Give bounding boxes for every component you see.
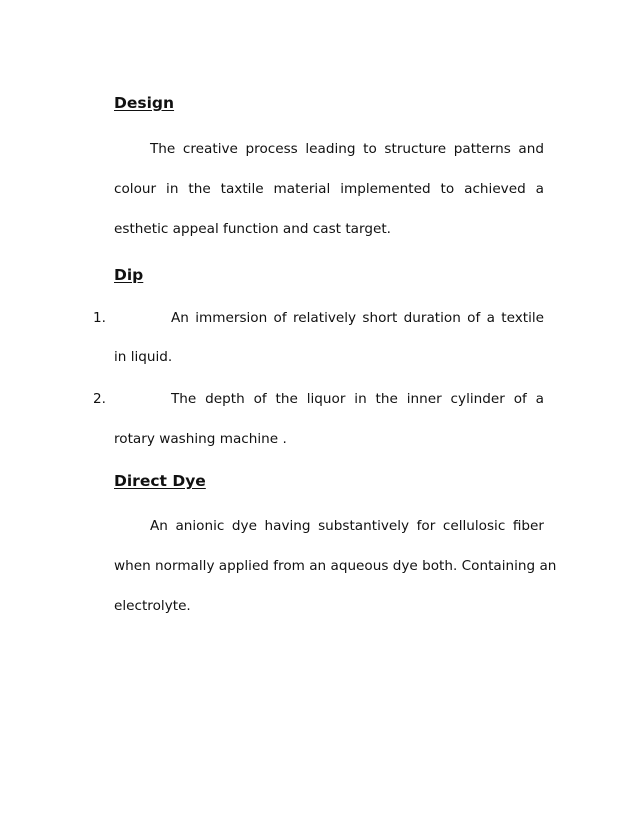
dip-item-2-line-2: rotary washing machine .	[114, 431, 287, 447]
design-line-2: colour in the taxtile material implemented to achieved a	[114, 181, 544, 197]
dip-item-1-line-2: in liquid.	[114, 349, 173, 365]
heading-design: Design	[114, 94, 175, 112]
design-line-3: esthetic appeal function and cast target.	[114, 221, 391, 237]
dip-item-2-line-1: The depth of the liquor in the inner cylinder of a	[171, 391, 544, 407]
direct-dye-line-1: An anionic dye having substantively for cellulosic fiber	[150, 518, 544, 534]
direct-dye-line-3: electrolyte.	[114, 598, 191, 614]
heading-direct-dye: Direct Dye	[114, 472, 206, 490]
dip-item-2-number: 2.	[93, 391, 106, 407]
design-line-1: The creative process leading to structure patterns and	[150, 141, 544, 157]
direct-dye-line-2: when normally applied from an aqueous dye both. Containing an	[114, 558, 557, 574]
dip-item-1-line-1: An immersion of relatively short duration of a textile	[171, 310, 544, 326]
dip-item-1-number: 1.	[93, 310, 106, 326]
heading-dip: Dip	[114, 266, 144, 284]
